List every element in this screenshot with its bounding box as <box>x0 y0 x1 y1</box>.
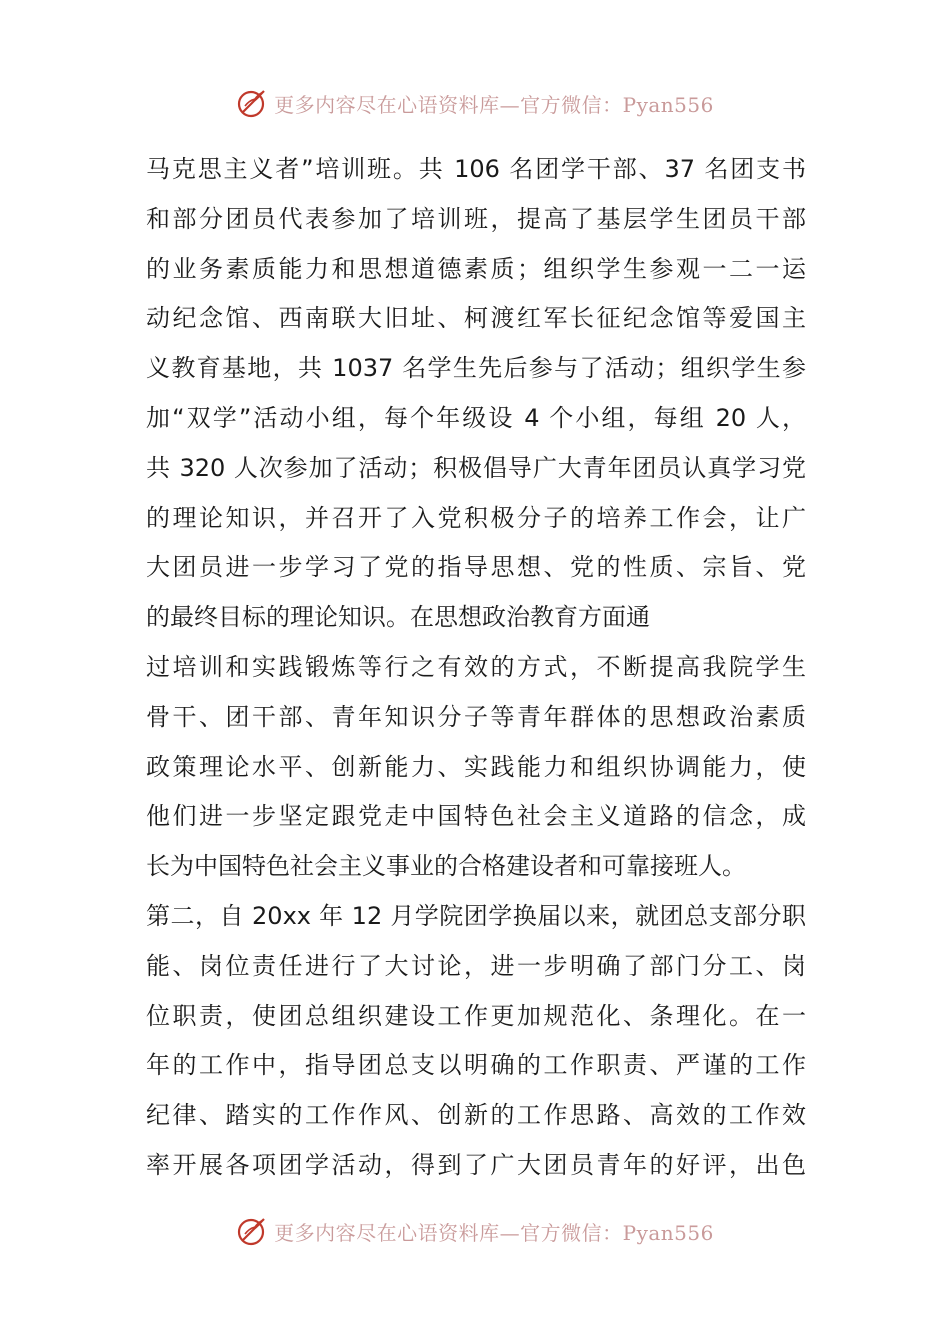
body-line: 过培训和实践锻炼等行之有效的方式，不断提高我院学生 <box>146 652 806 681</box>
watermark-text-top: 更多内容尽在心语资料库—官方微信：Pyan556 <box>274 92 714 117</box>
body-line: 纪律、踏实的工作作风、创新的工作思路、高效的工作效 <box>146 1101 806 1130</box>
body-line: 义教育基地，共 1037 名学生先后参与了活动；组织学生参 <box>146 354 806 383</box>
body-line: 和部分团员代表参加了培训班，提高了基层学生团员干部 <box>146 204 806 233</box>
watermark-banner-top <box>0 83 950 123</box>
body-line: 的理论知识，并召开了入党积极分子的培养工作会，让广 <box>146 503 806 532</box>
body-line: 的业务素质能力和思想道德素质；组织学生参观一二一运 <box>146 254 806 283</box>
document-body <box>146 145 806 1191</box>
body-line: 加“双学”活动小组，每个年级设 4 个小组，每组 20 人， <box>146 403 806 432</box>
body-line: 大团员进一步学习了党的指导思想、党的性质、宗旨、党 <box>146 553 806 582</box>
body-line: 政策理论水平、创新能力、实践能力和组织协调能力，使 <box>146 752 806 781</box>
body-line: 率开展各项团学活动，得到了广大团员青年的好评，出色 <box>146 1150 806 1179</box>
body-line: 位职责，使团总组织建设工作更加规范化、条理化。在一 <box>146 1001 806 1030</box>
body-line: 动纪念馆、西南联大旧址、柯渡红军长征纪念馆等爱国主 <box>146 304 806 333</box>
body-line: 骨干、团干部、青年知识分子等青年群体的思想政治素质 <box>146 702 806 731</box>
watermark-text-bottom: 更多内容尽在心语资料库—官方微信：Pyan556 <box>274 1220 714 1245</box>
body-line: 年的工作中，指导团总支以明确的工作职责、严谨的工作 <box>146 1051 806 1080</box>
watermark-banner-bottom <box>0 1211 950 1251</box>
body-line: 的最终目标的理论知识。在思想政治教育方面通 <box>146 603 650 632</box>
body-line: 他们进一步坚定跟党走中国特色社会主义道路的信念，成 <box>146 802 806 831</box>
body-line: 马克思主义者”培训班。共 106 名团学干部、37 名团支书 <box>146 155 806 183</box>
body-line: 第二，自 20xx 年 12 月学院团学换届以来，就团总支部分职 <box>146 901 806 930</box>
body-line: 共 320 人次参加了活动；积极倡导广大青年团员认真学习党 <box>146 453 806 482</box>
quill-logo-icon <box>236 1214 270 1248</box>
quill-logo-icon <box>236 86 270 120</box>
body-line: 能、岗位责任进行了大讨论，进一步明确了部门分工、岗 <box>146 951 806 980</box>
body-line: 长为中国特色社会主义事业的合格建设者和可靠接班人。 <box>146 852 746 881</box>
